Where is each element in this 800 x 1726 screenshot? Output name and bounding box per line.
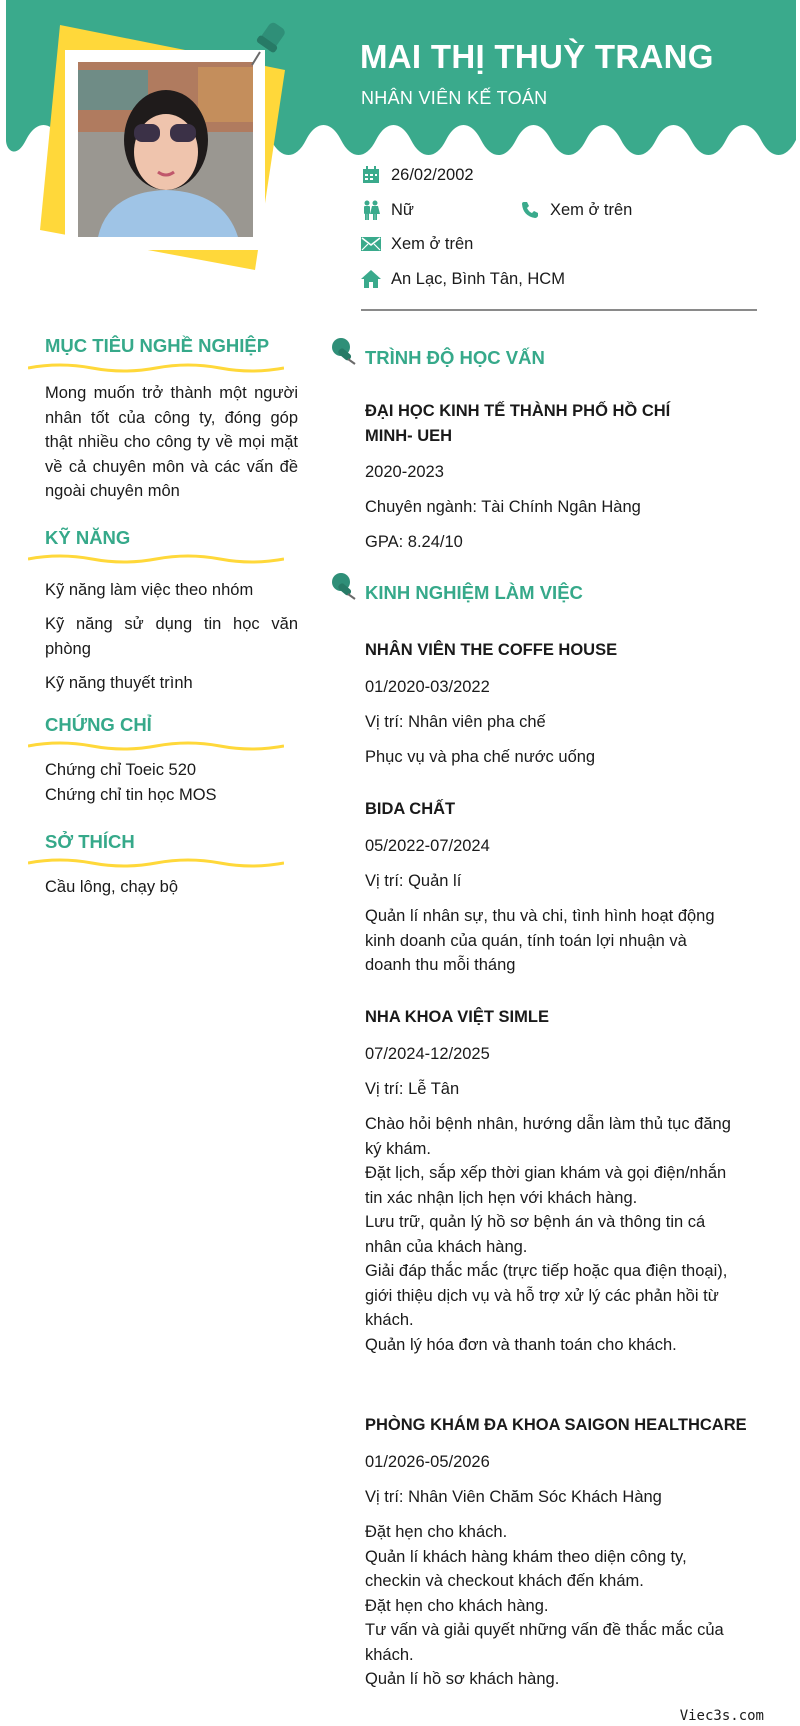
phone-icon (520, 200, 540, 220)
job-description: Chào hỏi bệnh nhân, hướng dẫn làm thủ tục đăng ký khám. Đặt lịch, sắp xếp thời gian khám và gọi điện/nhắn tin xác nhận lịch hẹn với khách hàng. Lưu trữ, quản lý hồ sơ bệnh án và thông tin cá nhân của khách hàng. Giải đáp thắc mắc (trực tiếp hoặc qua điện thoại), giới thiệu dịch vụ và hỗ trợ xử lý các phản hồi từ khách. Quản lý hóa đơn và thanh toán cho khách. (365, 1115, 731, 1354)
education-heading: TRÌNH ĐỘ HỌC VẤN (365, 347, 545, 368)
mail-icon (361, 234, 381, 254)
candidate-name: MAI THỊ THUỲ TRANG (360, 38, 714, 75)
education-major: Chuyên ngành: Tài Chính Ngân Hàng (365, 498, 641, 516)
watermark: Viec3s.com (679, 1708, 764, 1724)
gender-icon (361, 200, 381, 220)
contact-phone (520, 200, 632, 220)
job-company: NHA KHOA VIỆT SIMLE (365, 1008, 549, 1026)
skill-item: Kỹ năng sử dụng tin học văn phòng (45, 615, 298, 658)
education-gpa: GPA: 8.24/10 (365, 533, 463, 551)
job-company: PHÒNG KHÁM ĐA KHOA SAIGON HEALTHCARE (365, 1416, 747, 1434)
job-description: Quản lí nhân sự, thu và chi, tình hình hoạt động kinh doanh của quán, tính toán lợi nhuận và doanh thu mỗi tháng (365, 907, 715, 974)
calendar-icon (361, 165, 381, 185)
birthday-value: 26/02/2002 (391, 165, 474, 184)
hobbies-text: Cầu lông, chạy bộ (45, 878, 179, 896)
certificates-underline (28, 740, 284, 752)
hobbies-heading: SỞ THÍCH (45, 831, 135, 852)
certificate-item: Chứng chỉ Toeic 520 (45, 761, 197, 779)
job-period: 05/2022-07/2024 (365, 837, 490, 855)
certificate-item: Chứng chỉ tin học MOS (45, 786, 217, 804)
job-position: Vị trí: Nhân Viên Chăm Sóc Khách Hàng (365, 1488, 662, 1506)
job-period: 01/2020-03/2022 (365, 678, 490, 696)
objective-underline (28, 362, 284, 374)
pushpin-icon (328, 572, 356, 600)
certificates-heading: CHỨNG CHỈ (45, 714, 152, 735)
job-position: Vị trí: Quản lí (365, 872, 462, 890)
job-position: Vị trí: Nhân viên pha chế (365, 713, 546, 731)
skills-heading: KỸ NĂNG (45, 527, 131, 548)
job-company: NHÂN VIÊN THE COFFE HOUSE (365, 641, 618, 659)
contact-gender (361, 200, 414, 220)
objective-heading: MỤC TIÊU NGHỀ NGHIỆP (45, 335, 270, 356)
skill-item: Kỹ năng thuyết trình (45, 674, 193, 692)
skills-underline (28, 553, 284, 565)
contact-birthday (361, 165, 474, 185)
gender-value: Nữ (391, 200, 414, 219)
home-icon (361, 269, 381, 289)
job-description: Đặt hẹn cho khách. Quản lí khách hàng khám theo diện công ty, checkin và checkout khách đến khám. Đặt hẹn cho khách hàng. Tư vấn và giải quyết những vấn đề thắc mắc của khách. Quản lí hồ sơ khách hàng. (365, 1523, 724, 1688)
profile-photo (78, 62, 253, 237)
education-years: 2020-2023 (365, 463, 444, 481)
contact-divider (361, 309, 757, 311)
contact-address (361, 269, 565, 289)
job-description: Phục vụ và pha chế nước uống (365, 748, 596, 766)
contact-email (361, 234, 473, 254)
objective-text: Mong muốn trở thành một người nhân tốt của công ty, đóng góp thật nhiều cho công ty về mọi mặt về cả chuyên môn và các vấn đề ngoài chuyên môn (45, 384, 298, 500)
experience-heading: KINH NGHIỆM LÀM VIỆC (365, 582, 583, 603)
address-value: An Lạc, Bình Tân, HCM (391, 269, 565, 288)
email-value: Xem ở trên (391, 234, 474, 253)
phone-value: Xem ở trên (550, 200, 633, 219)
job-period: 07/2024-12/2025 (365, 1045, 490, 1063)
job-period: 01/2026-05/2026 (365, 1453, 490, 1471)
job-company: BIDA CHẤT (365, 800, 456, 818)
job-title: NHÂN VIÊN KẾ TOÁN (361, 88, 548, 108)
pushpin-icon (328, 337, 356, 365)
pin-icon (250, 22, 290, 67)
skill-item: Kỹ năng làm việc theo nhóm (45, 581, 254, 599)
job-position: Vị trí: Lễ Tân (365, 1080, 460, 1098)
school-name: ĐẠI HỌC KINH TẾ THÀNH PHỐ HỒ CHÍ MINH- UEH (365, 402, 671, 445)
hobbies-underline (28, 857, 284, 869)
